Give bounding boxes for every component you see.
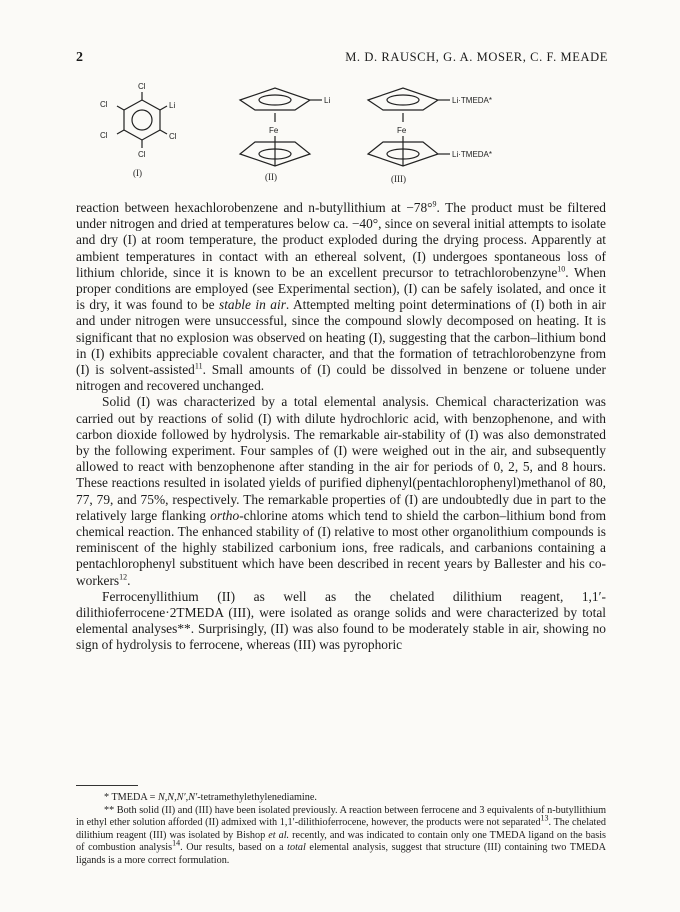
- fn2-citation-13: 13: [540, 813, 549, 823]
- fn2-text-1: ** Both solid (II) and (III) have been isolated previously. A reaction between ferrocene and 3 equivalents of n-butyllithium in ethyl ether solution afforded (II) admixed with 1,1′-dilithioferrocene, however, the products were not separated: [76, 804, 606, 829]
- footnote-divider: [76, 785, 138, 786]
- body-text: [76, 200, 606, 654]
- footnote-2: [76, 805, 606, 868]
- paragraph-3: [76, 589, 606, 654]
- paragraph-1: [76, 200, 606, 394]
- compound1-atom-li: Li: [169, 101, 176, 110]
- fn2-text-3: recently, and was indicated to contain only one TMEDA ligand on the basis of combustion analysis: [76, 829, 606, 854]
- p2-emphasis-ortho: ortho: [210, 507, 240, 523]
- fn1-text-1: * TMEDA =: [104, 792, 158, 803]
- fn2-emphasis-total: total: [287, 842, 306, 854]
- p1-text-4: . Attempted melting point determinations of (I) both in air and under nitrogen were unsuccessful, since the compound slowly decomposed on heating. It is significant that no explosion was observed on heating (I), suggesting that the carbon–lithium bond in (I) exhibits appreciable covalent character, and that the formation of tetrachlorobenzyne from (I) is solvent-assisted: [76, 297, 606, 378]
- p1-text-3: . When proper conditions are employed (see Experimental section), (I) can be safely isolated, and once it is dry, it was found to be: [76, 264, 606, 313]
- structure-compound-1: [117, 92, 167, 148]
- compound1-label: (I): [133, 168, 142, 178]
- fn2-citation-14: 14: [172, 838, 181, 848]
- compound1-atom-cl-lower-right: Cl: [169, 132, 177, 141]
- fn2-text-5: elemental analysis, suggest that structure (III) containing two TMEDA ligands is a more correct formulation.: [76, 842, 606, 866]
- fn2-text-2: . The chelated dilithium reagent (III) was isolated by Bishop: [76, 817, 606, 841]
- p2-text-1: Solid (I) was characterized by a total elemental analysis. Chemical characterization was carried out by reactions of solid (I) with dilute hydrochloric acid, with benzophenone, and with carbon dioxide followed by hydrolysis. The remarkable air-stability of (I) was also demonstrated by the following experiment. Four samples of (I) were weighed out in the air, and subsequently allowed to react with benzophenone after standing in the air for periods of 0, 2, 5, and 8 hours. These reactions resulted in isolated yields of purified diphenyl(pentachlorophenyl)methanol of 80, 77, 79, and 75%, respectively. The remarkable properties of (I) are undoubtedly due in part to the relatively large flanking: [76, 394, 606, 523]
- p1-citation-9: 9: [432, 199, 437, 209]
- structures-svg: [100, 76, 620, 192]
- compound2-substituent-li: Li: [324, 96, 331, 105]
- footnotes: [76, 792, 606, 868]
- p1-text-2: . The product must be filtered under nitrogen and dried at temperatures below ca. −40°, since on several initial attempts to isolate and dry (I) at room temperature, the product exploded during the drying process. Apparently at ambient temperatures in contact with an ethereal solvent, (I) undergoes spontaneous loss of lithium chloride, since it is known to be an excellent precursor to tetrachlorobenzyne: [76, 200, 606, 280]
- p1-text-1: reaction between hexachlorobenzene and n-butyllithium at −78°: [76, 200, 433, 215]
- fn2-emphasis-et-al: et al.: [268, 829, 290, 841]
- structure-compound-3: [368, 88, 450, 166]
- p1-citation-11: 11: [194, 361, 203, 371]
- compound1-atom-cl-upper-left: Cl: [100, 100, 108, 109]
- compound1-atom-cl-top: Cl: [138, 82, 146, 91]
- compound3-substituent-bottom: Li·TMEDA*: [452, 150, 493, 159]
- p2-citation-12: 12: [119, 572, 128, 582]
- footnote-1: [76, 792, 606, 805]
- chemical-structures: [100, 76, 620, 192]
- compound2-label: (II): [265, 172, 277, 182]
- p1-text-5: . Small amounts of (I) could be dissolved in benzene or toluene under nitrogen and recovered unchanged.: [76, 362, 606, 394]
- paragraph-2: [76, 394, 606, 588]
- running-head-authors: M. D. RAUSCH, G. A. MOSER, C. F. MEADE: [345, 50, 608, 64]
- fn1-text-2: -tetramethylethylenediamine.: [197, 792, 317, 803]
- compound3-label: (III): [391, 174, 406, 184]
- structure-compound-2: [240, 88, 322, 166]
- compound1-atom-cl-bottom: Cl: [138, 150, 146, 159]
- compound2-metal-fe: Fe: [269, 126, 279, 135]
- p2-text-2: -chlorine atoms which tend to shield the carbon–lithium bond from chemical reaction. The enhanced stability of (I) relative to most other organolithium compounds is reminiscent of the highly stabilized carbonium ions, free radicals, and carbanions containing a pentachlorophenyl substituent which have been described in recent years by Ballester and his co-workers: [76, 507, 606, 588]
- p3-text-1: Ferrocenyllithium (II) as well as the chelated dilithium reagent, 1,1′-dilithioferrocene·2TMEDA (III), were isolated as orange solids and were characterized by total elemental analyses**. Surprisingly, (II) was also found to be moderately stable in air, showing no sign of hydrolysis to ferrocene, whereas (III) was pyrophoric: [76, 588, 606, 653]
- compound3-metal-fe: Fe: [397, 126, 407, 135]
- page-number: 2: [76, 50, 83, 65]
- compound3-substituent-top: Li·TMEDA*: [452, 96, 493, 105]
- p1-citation-10: 10: [557, 264, 566, 274]
- p1-emphasis-stable-in-air: stable in air: [218, 297, 286, 313]
- fn1-emphasis: N,N,N′,N′: [157, 792, 198, 803]
- compound1-atom-cl-lower-left: Cl: [100, 131, 108, 140]
- fn2-text-4: . Our results, based on a: [180, 842, 288, 854]
- p2-text-3: .: [127, 572, 131, 588]
